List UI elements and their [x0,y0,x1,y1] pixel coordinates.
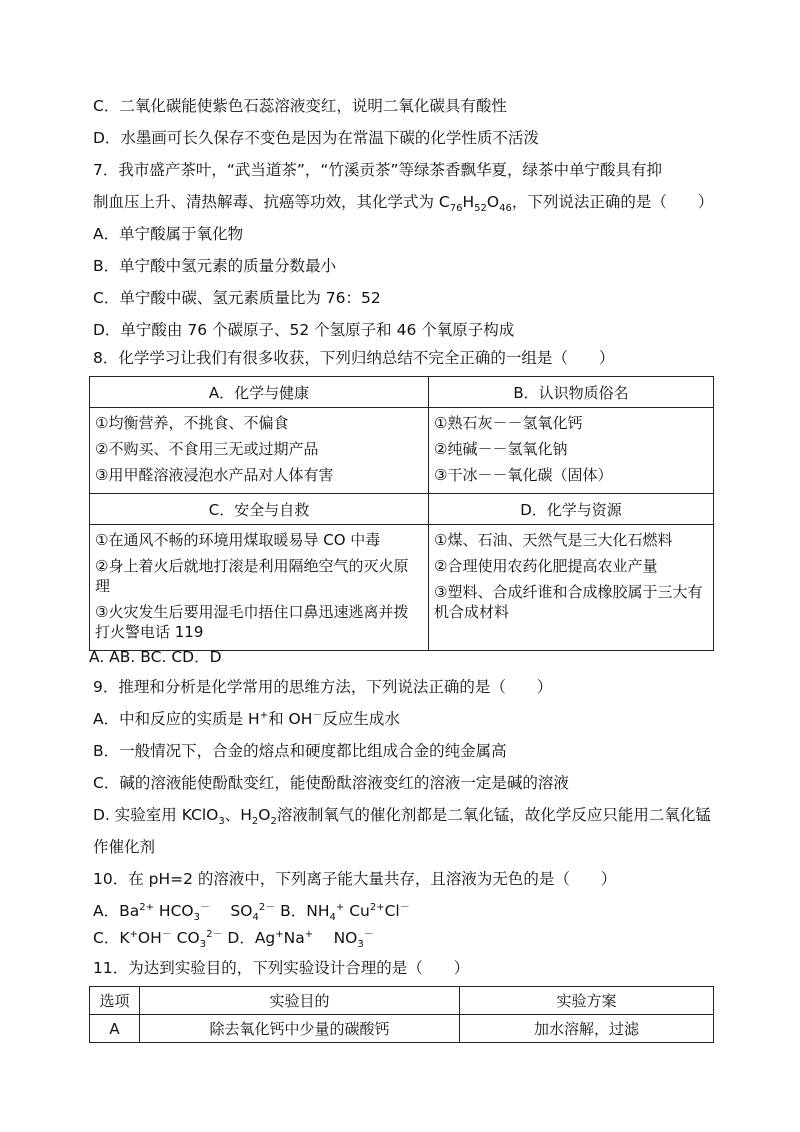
q7-option-b: B．单宁酸中氢元素的质量分数最小 [93,257,337,275]
q9-stem: 9．推理和分析是化学常用的思维方法，下列说法正确的是（ ） [93,678,553,696]
ion-charge: + [304,928,314,940]
table8-header-b: B．认识物质俗名 [429,377,714,408]
q10-options-cd [93,928,374,951]
ion-charge: 2－ [258,901,276,913]
table8-item: ③干冰－－氧化碳（固体） [434,466,613,484]
table8-header-c: C．安全与自救 [90,494,429,525]
ion-text: A．Ba [93,902,140,920]
ion-text: Cu [344,902,370,920]
ion-charge: 2－ [206,928,223,940]
q10-stem: 10．在 pH=2 的溶液中，下列离子能大量共存，且溶液为无色的是（ ） [93,870,617,888]
table8-header-d: D．化学与资源 [429,494,714,525]
ion-text: Cl [384,902,400,920]
q9-a-text: 反应生成水 [322,710,400,728]
table8-item: ②纯碱－－氢氧化钠 [434,440,568,458]
q7-stem-text: 制血压上升、清热解毒、抗癌等功效，其化学式为 C [93,193,450,211]
q9-option-a [93,709,400,729]
table8-item: ②身上着火后就地打滚是利用隔绝空气的灭火原理 [95,557,409,595]
formula-element: H [462,193,475,211]
ion-charge: － [312,709,323,721]
q9-d-text: D. 实验室用 KClO [93,806,219,824]
ion-charge: + [129,928,138,940]
q6-option-d: D．水墨画可长久保存不变色是因为在常温下碳的化学性质不活泼 [93,129,539,147]
ion-charge: － [399,901,410,913]
q8-answer-options: A. AB. BC. CD．D [89,648,222,666]
table11-cell: A [90,1015,140,1043]
q8-stem: 8．化学学习让我们有很多收获，下列归纳总结不完全正确的一组是（ ） [93,349,615,367]
ion-charge: 2+ [369,901,385,913]
q6-option-c: C．二氧化碳能使紫色石蕊溶液变红，说明二氧化碳具有酸性 [93,97,507,115]
q11-stem: 11．为达到实验目的，下列实验设计合理的是（ ） [93,959,470,977]
formula-sub: 4 [252,912,259,924]
q7-option-c: C．单宁酸中碳、氢元素质量比为 76：52 [93,289,381,307]
ion-text: SO [209,902,253,920]
q7-option-d: D．单宁酸由 76 个碳原子、52 个氢原子和 46 个氧原子构成 [93,321,515,339]
formula-element: O [258,806,271,824]
formula-sub: 3 [193,912,200,924]
table8-item: ①均衡营养，不挑食、不偏食 [95,414,289,432]
ion-text: C．K [93,929,130,947]
q11-experiment-table [89,986,714,1043]
ion-charge: + [275,928,284,940]
formula-sub: 46 [499,203,512,215]
table8-item: ②不购买、不食用三无或过期产品 [95,440,319,458]
formula-sub: 52 [474,203,487,215]
table8-item: ①在通风不畅的环境用煤取暖易导 CO 中毒 [95,531,381,549]
table8-cell-c [90,525,429,651]
ion-text: D．Ag [222,929,276,947]
formula-sub: 3 [218,816,225,828]
table8-item: ①煤、石油、天然气是三大化石燃料 [434,531,673,549]
table11-header-option: 选项 [90,987,140,1015]
q9-option-d-line2: 作催化剂 [93,838,156,856]
q9-d-text: 、H [224,806,252,824]
table8-cell-d [429,525,714,651]
formula-sub: 3 [199,939,207,951]
table8-item: ①熟石灰－－氢氧化钙 [434,414,583,432]
q7-stem-line2 [93,192,714,215]
q9-option-d-line1 [93,805,711,828]
q9-option-c: C．碱的溶液能使酚酞变红，能使酚酞溶液变红的溶液一定是碱的溶液 [93,774,569,792]
table8-cell-a [90,408,429,494]
table8-item: ②合理使用农药化肥提高农业产量 [434,557,658,575]
table11-header-purpose: 实验目的 [140,987,460,1015]
q9-a-text: A．中和反应的实质是 H [93,710,260,728]
ion-charge: + [259,709,269,721]
q7-option-a: A．单宁酸属于氧化物 [93,225,244,243]
formula-sub: 3 [357,939,364,951]
table8-cell-b [429,408,714,494]
ion-text: NO [313,929,358,947]
q7-stem-line1: 7．我市盛产茶叶，“武当道茶”，“竹溪贡茶”等绿茶香飘华夏，绿茶中单宁酸具有抑 [93,161,662,179]
q9-d-text: 溶液制氧气的催化剂都是二氧化锰，故化学反应只能用二氧化锰 [276,806,711,824]
formula-sub: 2 [270,816,277,828]
ion-text: Na [283,929,305,947]
table11-header-plan: 实验方案 [460,987,714,1015]
ion-charge: － [161,928,172,940]
formula-sub: 2 [251,816,259,828]
q7-stem-text: ，下列说法正确的是（ ） [511,193,714,211]
formula-sub: 4 [329,912,336,924]
table8-item: ③塑料、合成纤谁和合成橡胶属于三大有机合成材料 [434,583,703,621]
ion-charge: － [363,928,374,940]
q9-a-text: 和 OH [268,710,313,728]
q8-summary-table [89,376,714,651]
ion-text: CO [171,929,200,947]
ion-charge: － [199,901,210,913]
ion-charge: + [335,901,345,913]
formula-element: O [486,193,500,211]
table8-item: ③用甲醛溶液浸泡水产品对人体有害 [95,466,334,484]
q9-option-b: B．一般情况下，合金的熔点和硬度都比组成合金的纯金属高 [93,742,507,760]
q10-options-ab [93,901,410,924]
table8-item: ③火灾发生后要用湿毛巾捂住口鼻迅速逃离并拨打火警电话 119 [95,603,409,641]
ion-charge: 2+ [139,901,154,913]
formula-sub: 76 [449,203,463,215]
ion-text: B．NH [275,902,330,920]
table11-cell: 除去氧化钙中少量的碳酸钙 [140,1015,460,1043]
table11-cell: 加水溶解，过滤 [460,1015,714,1043]
ion-text: HCO [154,902,194,920]
table8-header-a: A．化学与健康 [90,377,429,408]
ion-text: OH [137,929,162,947]
